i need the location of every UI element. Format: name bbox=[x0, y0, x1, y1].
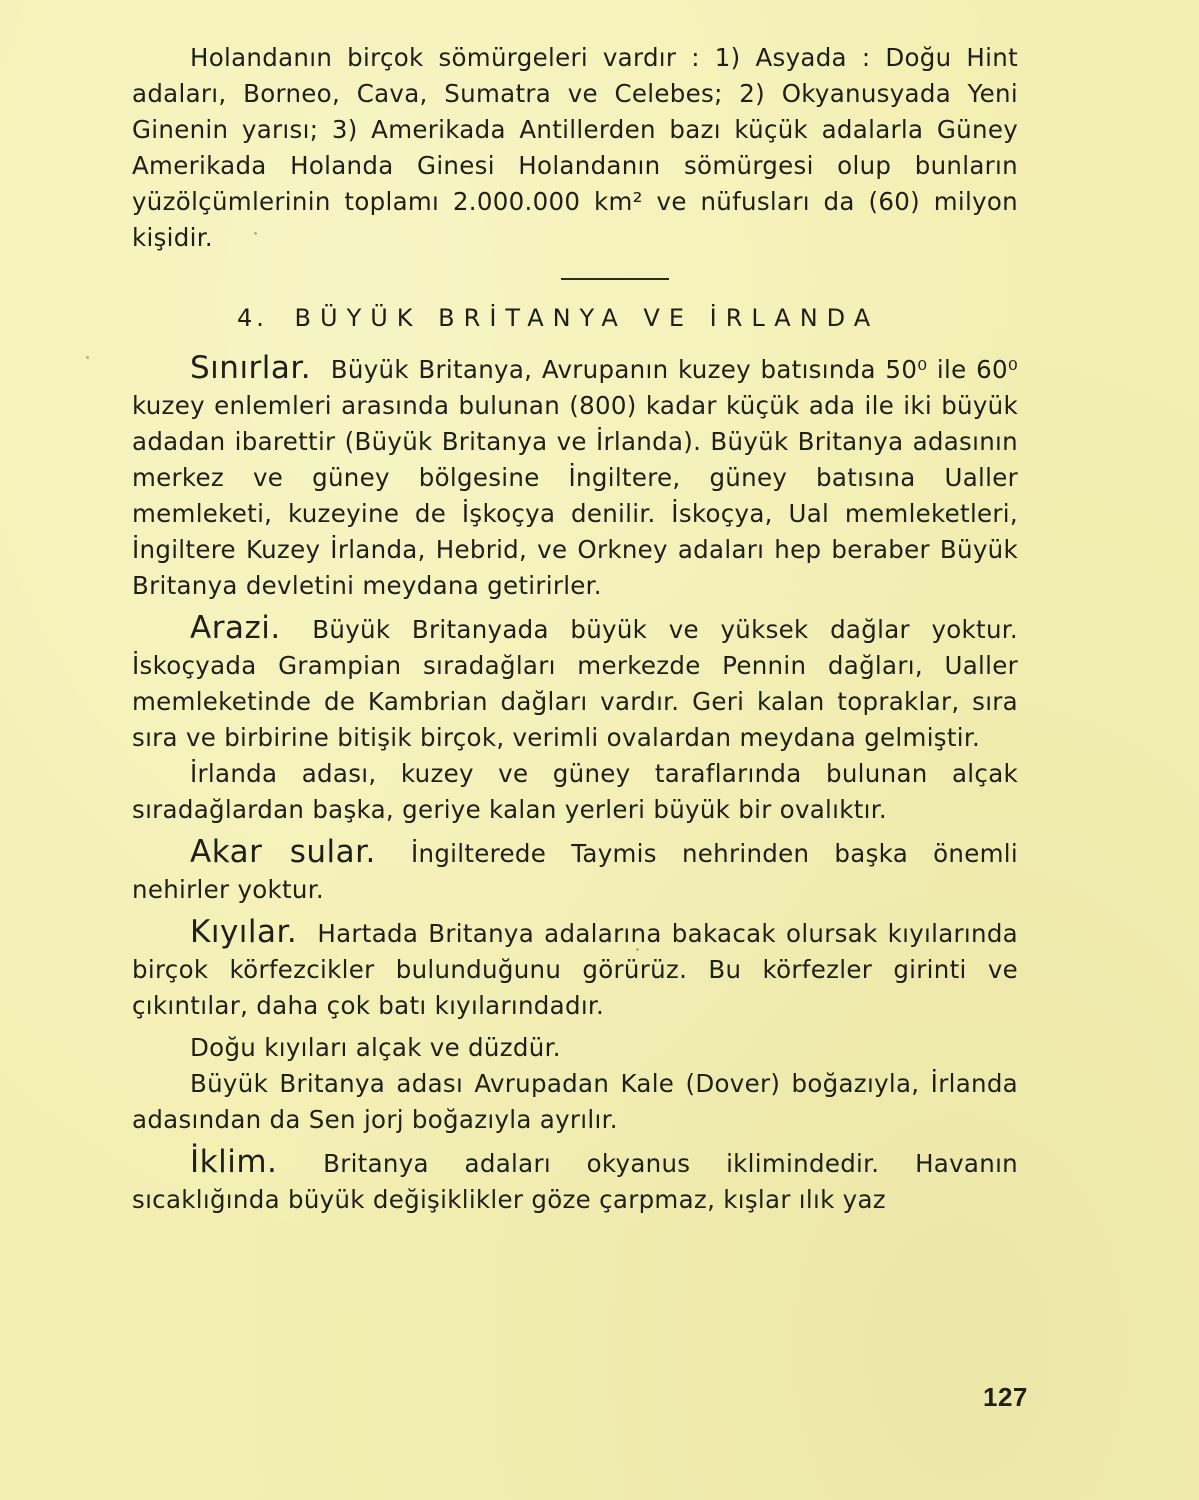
iklim-text: Britanya adaları okyanus iklimindedir. Havanın sıcaklığında büyük değişiklikler göze çarpmaz, kışlar ılık yaz bbox=[132, 1149, 1018, 1214]
paragraph-bogazlar: Büyük Britanya adası Avrupadan Kale (Dover) boğazıyla, İrlanda adasından da Sen jorj boğazıyla ayrılır. bbox=[132, 1069, 1018, 1134]
section-title: BÜYÜK BRİTANYA VE İRLANDA bbox=[294, 304, 880, 332]
paragraph-irlanda: İrlanda adası, kuzey ve güney taraflarında bulunan alçak sıradağlardan başka, geriye kalan yerleri büyük bir ovalıktır. bbox=[132, 759, 1018, 824]
text-column bbox=[132, 40, 1018, 1218]
term-arazi: Arazi. bbox=[190, 610, 281, 646]
akar-sular-text: İngilterede Taymis nehrinden başka önemli nehirler yoktur. bbox=[132, 839, 1018, 904]
sinirlar-text: Büyük Britanya, Avrupanın kuzey batısında 50⁰ ile 60⁰ kuzey enlemleri arasında bulunan (800) kadar küçük ada ile iki büyük adadan ibarettir (Büyük Britanya ve İrlanda). Büyük Britanya adasının merkez ve güney bölgesine İngiltere, güney batısına Ualler memleketi, kuzeyine de İşkoçya denilir. İskoçya, Ual memleketleri, İngiltere Kuzey İrlanda, Hebrid, ve Orkney adaları hep beraber Büyük Britanya devletini meydana getirirler. bbox=[132, 355, 1019, 600]
kiyilar-text: Hartada Britanya adalarına bakacak olursak kıyılarında birçok körfezcikler bulunduğunu görürüz. Bu körfezler girinti ve çıkıntılar, daha çok batı kıyılarındadır. bbox=[132, 919, 1018, 1020]
paragraph-iklim bbox=[132, 1144, 1018, 1218]
term-iklim: İklim. bbox=[190, 1144, 278, 1180]
section-heading bbox=[237, 300, 1018, 336]
paragraph-akar-sular bbox=[132, 834, 1018, 908]
arazi-text: Büyük Britanyada büyük ve yüksek dağlar yoktur. İskoçyada Grampian sıradağları merkezde Pennin dağları, Ualler memleketinde de Kambrian dağları vardır. Geri kalan topraklar, sıra sıra ve birbirine bitişik birçok, verimli ovalardan meydana gelmiştir. bbox=[132, 615, 1018, 752]
section-number: 4. bbox=[237, 304, 268, 332]
paragraph-arazi bbox=[132, 610, 1018, 756]
print-speck bbox=[86, 356, 89, 359]
paragraph-kiyilar bbox=[132, 914, 1018, 1024]
paragraph-dogu-kiyilari: Doğu kıyıları alçak ve düzdür. bbox=[190, 1033, 561, 1062]
paragraph-sinirlar bbox=[132, 350, 1018, 604]
term-sinirlar: Sınırlar. bbox=[190, 350, 312, 386]
intro-paragraph: Holandanın birçok sömürgeleri vardır : 1) Asyada : Doğu Hint adaları, Borneo, Cava, Sumatra ve Celebes; 2) Okyanusyada Yeni Ginenin yarısı; 3) Amerikada Antillerden bazı küçük adalarla Güney Amerikada Holanda Ginesi Holandanın sömürgesi olup bunların yüzölçümlerinin toplamı 2.000.000 km² ve nüfusları da (60) milyon kişidir. bbox=[132, 43, 1018, 252]
term-kiyilar: Kıyılar. bbox=[190, 914, 298, 950]
page-number: 127 bbox=[983, 1382, 1028, 1412]
term-akar-sular: Akar sular. bbox=[190, 834, 376, 870]
section-divider bbox=[561, 278, 669, 280]
